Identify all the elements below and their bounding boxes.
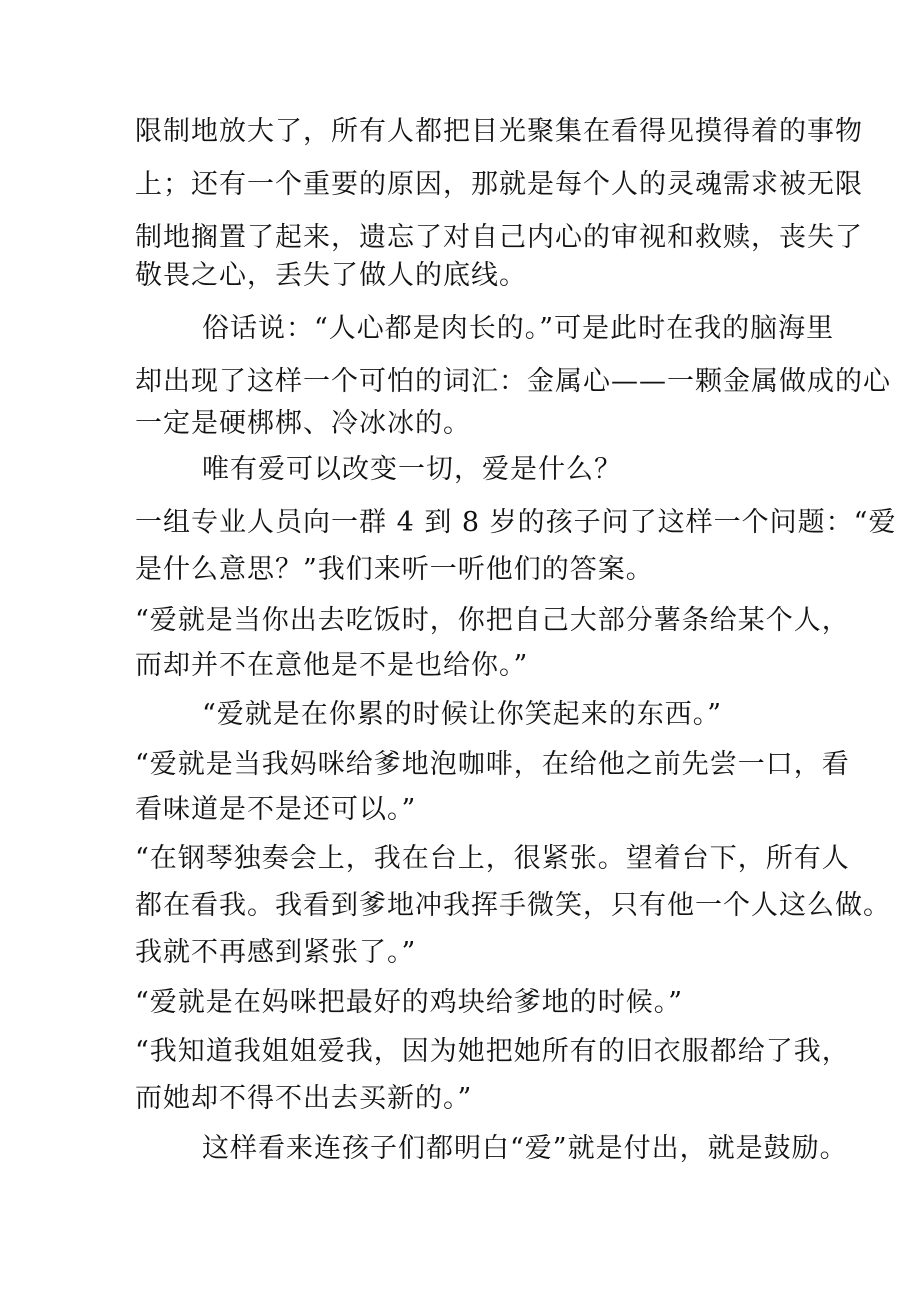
text-line: “爱就是在你累的时候让你笑起来的东西。”: [202, 699, 723, 730]
text-line: “爱就是当你出去吃饭时，你把自己大部分薯条给某个人，: [135, 605, 850, 636]
text-line: “爱就是在妈咪把最好的鸡块给爹地的时候。”: [135, 987, 684, 1018]
text-line: 却出现了这样一个可怕的词汇：金属心——一颗金属做成的心: [135, 366, 891, 397]
text-line: 限制地放大了，所有人都把目光聚集在看得见摸得着的事物: [135, 116, 863, 147]
text-line: 唯有爱可以改变一切，爱是什么？: [202, 454, 622, 485]
text-line: 一组专业人员向一群 4 到 8 岁的孩子问了这样一个问题：“爱: [135, 507, 897, 538]
text-line: 而却并不在意他是不是也给你。”: [135, 650, 529, 681]
text-line: 制地搁置了起来，遗忘了对自己内心的审视和救赎，丧失了: [135, 222, 863, 253]
text-line: “在钢琴独奏会上，我在台上，很紧张。望着台下，所有人: [135, 843, 850, 874]
text-line: 上；还有一个重要的原因，那就是每个人的灵魂需求被无限: [135, 169, 863, 200]
text-line: 敬畏之心，丢失了做人的底线。: [135, 260, 527, 291]
text-line: 俗话说：“人心都是肉长的。”可是此时在我的脑海里: [202, 313, 835, 344]
text-line: 这样看来连孩子们都明白“爱”就是付出，就是鼓励。: [202, 1133, 848, 1164]
text-line: 我就不再感到紧张了。”: [135, 937, 417, 968]
text-line: 是什么意思？”我们来听一听他们的答案。: [135, 554, 654, 585]
text-line: 而她却不得不出去买新的。”: [135, 1083, 473, 1114]
text-line: 看味道是不是还可以。”: [135, 794, 417, 825]
text-line: 一定是硬梆梆、冷冰冰的。: [135, 408, 471, 439]
text-line: “爱就是当我妈咪给爹地泡咖啡，在给他之前先尝一口，看: [135, 749, 850, 780]
text-line: “我知道我姐姐爱我，因为她把她所有的旧衣服都给了我，: [135, 1036, 850, 1067]
text-line: 都在看我。我看到爹地冲我挥手微笑，只有他一个人这么做。: [135, 890, 891, 921]
